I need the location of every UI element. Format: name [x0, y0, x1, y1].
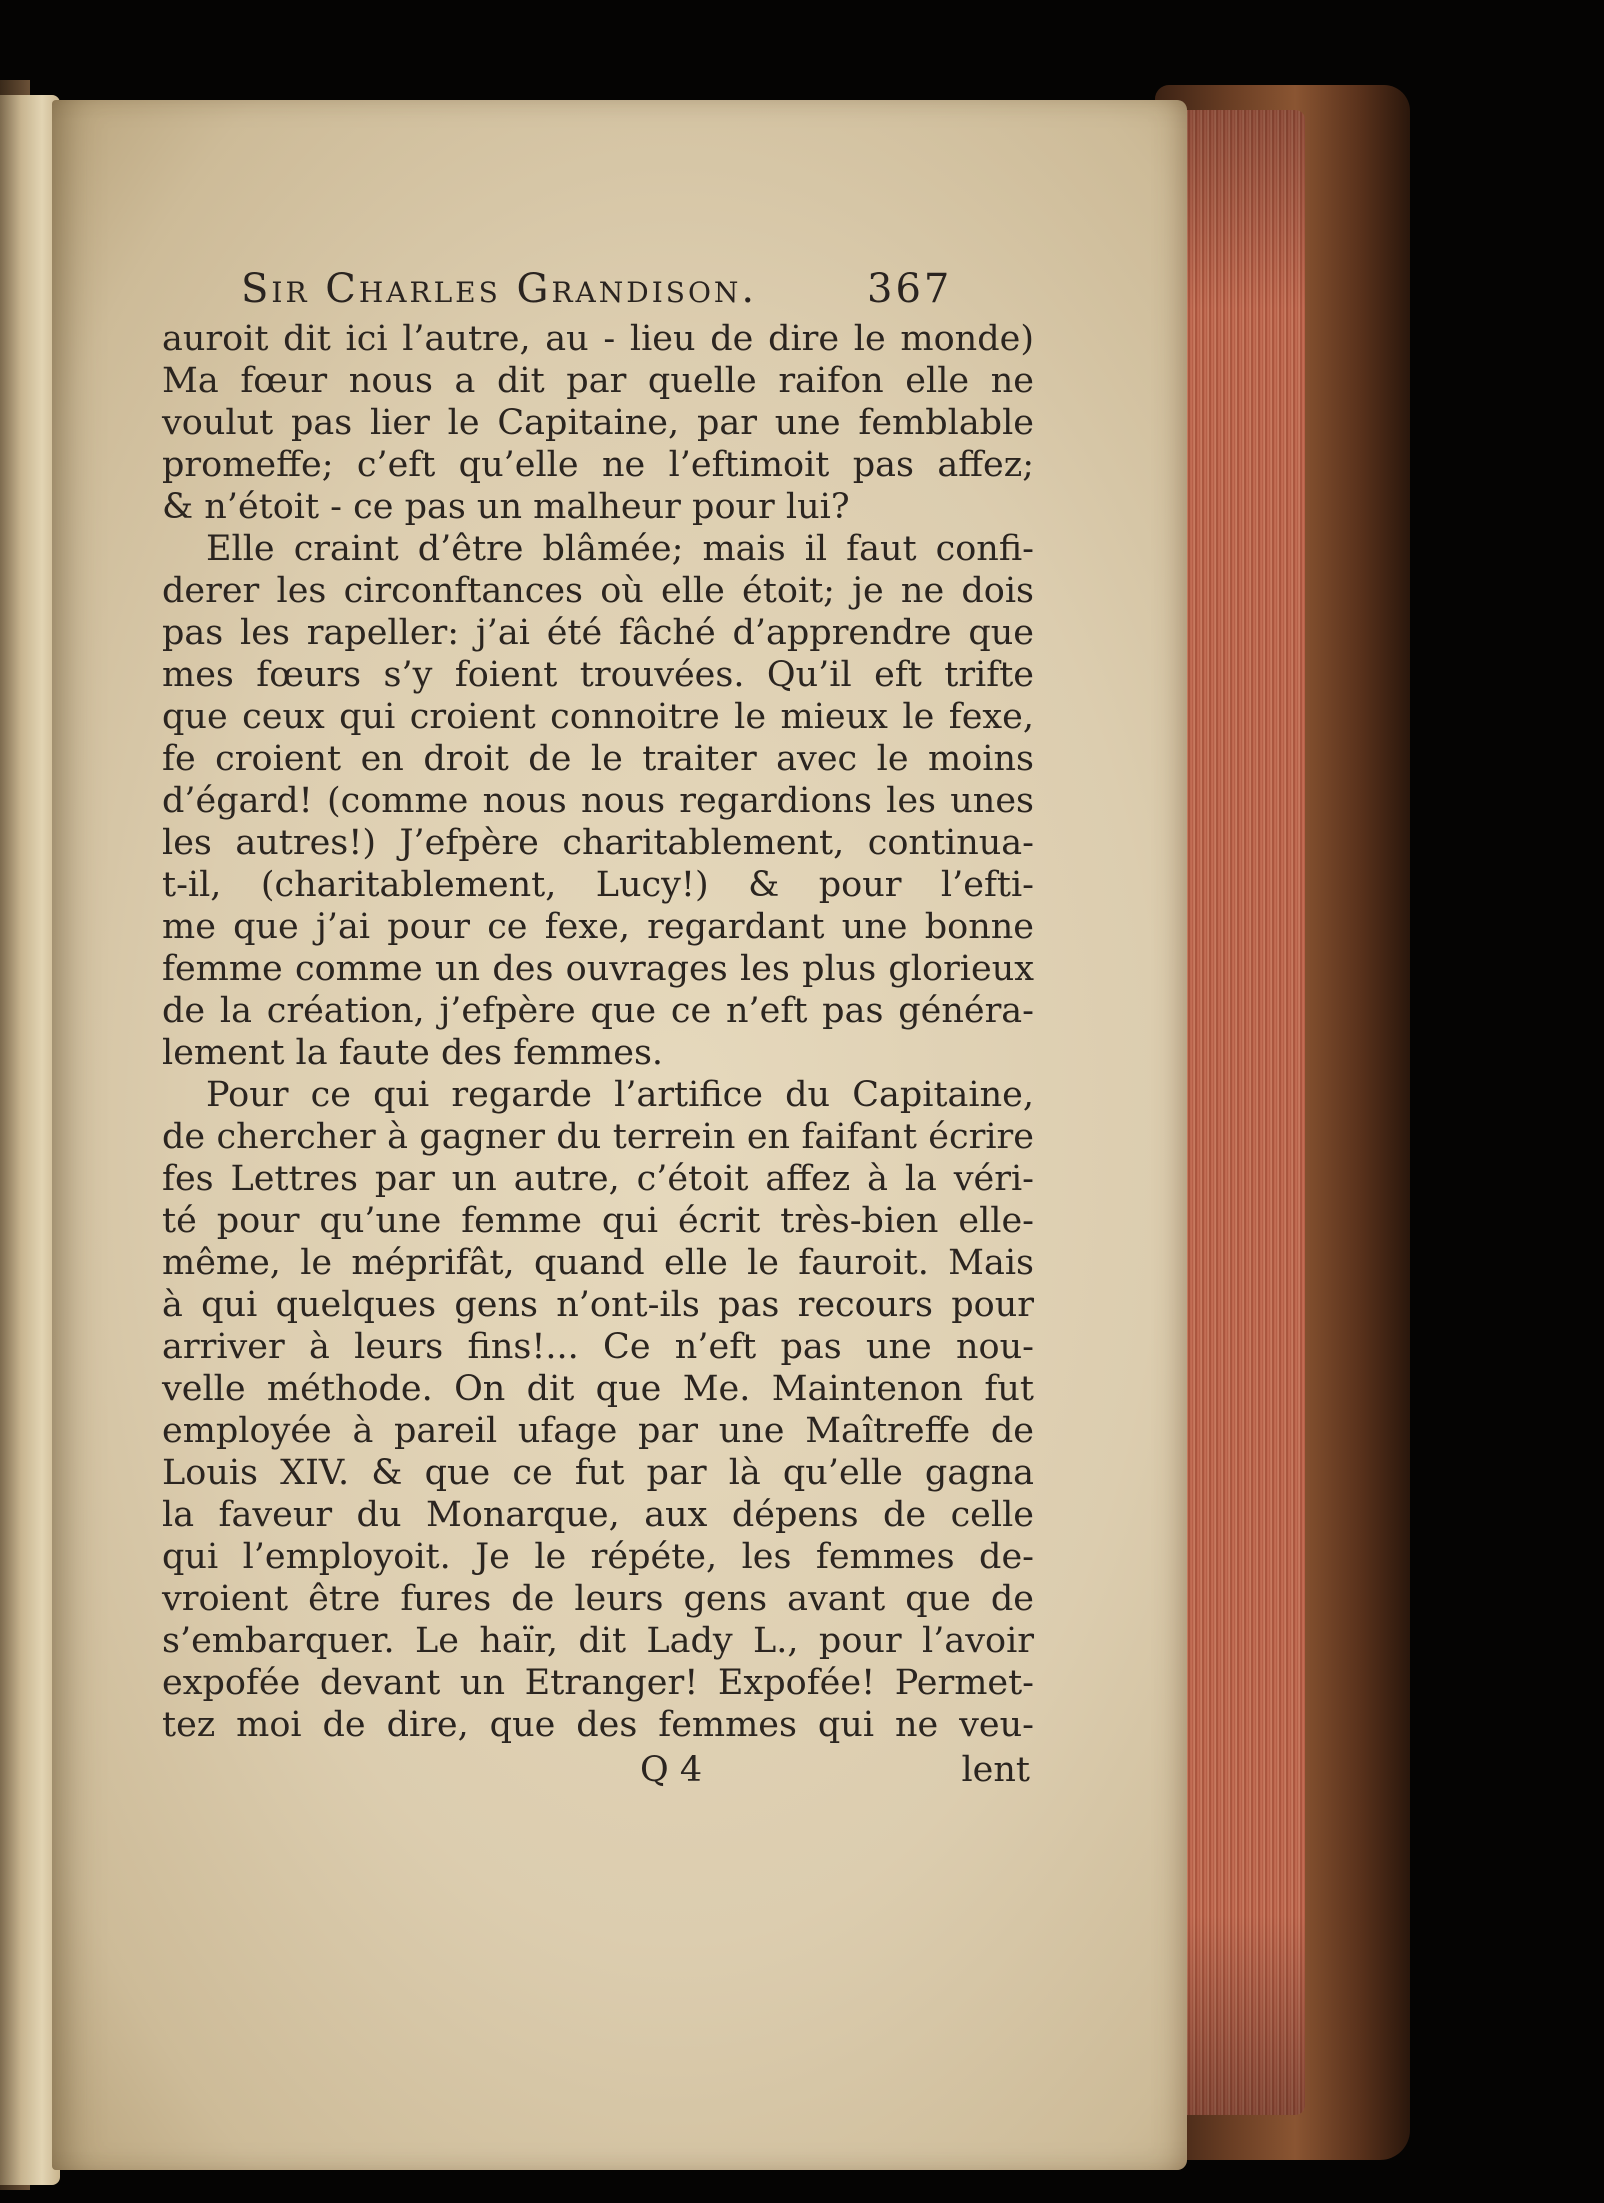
- text-line: fes Lettres par un autre, c’étoit affez à la véri-: [162, 1159, 1034, 1199]
- text-line: me que j’ai pour ce fexe, regardant une bonne: [162, 907, 1034, 947]
- catchword: lent: [961, 1750, 1030, 1790]
- text-line: promeffe; c’eft qu’elle ne l’eftimoit pas affez;: [162, 445, 1034, 485]
- text-line: tez moi de dire, que des femmes qui ne veu-: [162, 1705, 1034, 1745]
- text-line: arriver à leurs fins!... Ce n’eft pas une nou-: [162, 1327, 1034, 1367]
- text-line: fe croient en droit de le traiter avec le moins: [162, 739, 1034, 779]
- running-head: [205, 262, 1085, 326]
- text-line: & n’étoit - ce pas un malheur pour lui?: [162, 487, 850, 527]
- text-line: la faveur du Monarque, aux dépens de celle: [162, 1495, 1034, 1535]
- text-line: pas les rapeller: j’ai été fâché d’apprendre que: [162, 613, 1034, 653]
- text-line: de chercher à gagner du terrein en faifant écrire: [162, 1117, 1034, 1157]
- text-line: d’égard! (comme nous nous regardions les unes: [162, 781, 1034, 821]
- text-line: s’embarquer. Le haïr, dit Lady L., pour l’avoir: [162, 1621, 1034, 1661]
- text-line: employée à pareil ufage par une Maîtreffe de: [162, 1411, 1034, 1451]
- body-text: [162, 318, 1034, 1746]
- text-line: Elle craint d’être blâmée; mais il faut confi-: [206, 529, 1034, 569]
- text-line: qui l’employoit. Je le répéte, les femmes de-: [162, 1537, 1034, 1577]
- text-line: t-il, (charitablement, Lucy!) & pour l’efti-: [162, 865, 1034, 905]
- text-line: Pour ce qui regarde l’artifice du Capitaine,: [206, 1075, 1034, 1115]
- page-footer: [162, 1750, 1034, 1798]
- text-line: les autres!) J’efpère charitablement, continua-: [162, 823, 1034, 863]
- text-line: auroit dit ici l’autre, au - lieu de dire le monde): [162, 319, 1034, 359]
- page-edges: [1175, 110, 1305, 2115]
- text-line: Ma fœur nous a dit par quelle raifon elle ne: [162, 361, 1034, 401]
- text-line: même, le méprifât, quand elle le fauroit. Mais: [162, 1243, 1034, 1283]
- text-line: expofée devant un Etranger! Expofée! Permet-: [162, 1663, 1034, 1703]
- running-title: Sir Charles Grandison.: [241, 266, 758, 312]
- text-line: voulut pas lier le Capitaine, par une femblable: [162, 403, 1034, 443]
- signature-mark: Q 4: [640, 1750, 703, 1790]
- text-line: mes fœurs s’y foient trouvées. Qu’il eft trifte: [162, 655, 1034, 695]
- text-line: de la création, j’efpère que ce n’eft pas généra-: [162, 991, 1034, 1031]
- text-line: velle méthode. On dit que Me. Maintenon fut: [162, 1369, 1034, 1409]
- page-number: 367: [867, 266, 953, 312]
- text-line: derer les circonftances où elle étoit; je ne dois: [162, 571, 1034, 611]
- text-line: té pour qu’une femme qui écrit très-bien elle-: [162, 1201, 1034, 1241]
- text-line: femme comme un des ouvrages les plus glorieux: [162, 949, 1034, 989]
- text-line: Louis XIV. & que ce fut par là qu’elle gagna: [162, 1453, 1034, 1493]
- text-line: que ceux qui croient connoitre le mieux le fexe,: [162, 697, 1034, 737]
- text-line: vroient être fures de leurs gens avant que de: [162, 1579, 1034, 1619]
- left-facing-page: [0, 95, 60, 2185]
- text-line: lement la faute des femmes.: [162, 1033, 664, 1073]
- text-line: à qui quelques gens n’ont-ils pas recours pour: [162, 1285, 1034, 1325]
